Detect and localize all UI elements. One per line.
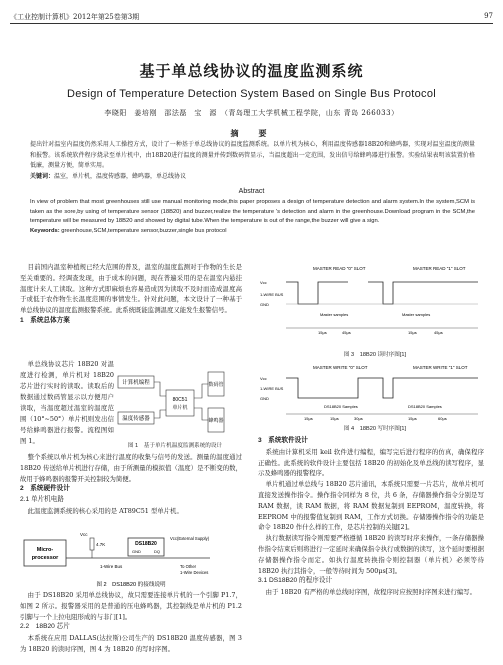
page-number: 97 [484,12,493,20]
keywords-cn-text: 温室，单片机，温度传感器，蜂鸣器，单总线协议 [54,172,187,180]
fig4-vcc: Vcc [260,376,267,381]
fig4-slot1-label: MASTER WRITE "1" SLOT [413,365,468,370]
abstract-en [30,198,475,236]
fig4-t30: 30μs [354,416,363,421]
fig3-t15: 15μs [318,330,327,335]
fig2-chip-label: DS18B20 [135,541,157,547]
fig2-bus-label: 1-Wire Bus [100,564,123,569]
keywords-cn-label: 关键词： [30,172,55,180]
fig2-ext-supply: Vcc(External Supply) [170,536,210,541]
sec22-paragraph: 本系统在应用 DALLAS(达拉斯)公司生产的 DS18B20 温度传感器，图 3 为 18B20 的读时序图，图 4 为 18B20 的写时序图。 [20,634,242,653]
fig3-slot0-label: MASTER READ "0" SLOT [313,266,366,271]
sec1-text [20,359,114,447]
figure-1-flowchart [116,368,242,440]
fig4-t15: 15μs [304,416,313,421]
fig2-vcc: Vcc [80,532,88,537]
fig4-ds-samples: DS18B20 Samples [324,404,358,409]
keywords-en [30,228,227,234]
fig3-master-samples: Master samples [320,312,349,317]
abstract-en-heading: Abstract [238,188,265,195]
abstract-heading: 摘 要 [230,128,273,138]
fig4-bus: 1-WIRE BUS [260,386,284,391]
keywords-en-label: Keywords: [30,227,60,234]
section-21-heading: 2.1 单片机电路 [20,496,64,504]
left-col-top [20,262,242,327]
fig2-dq-label: DQ [154,549,160,554]
figure-3-read-timing [258,262,486,348]
sec3-paragraph-1: 系统由计算机采用 keil 软件进行编程，编写完后进行程序的仿真，确保程序正确性。此系统的软件设计主要包括 18B20 的初始化及单总线的读写程序，显示及蜂鸣器的报警程序。 [258,447,484,478]
fig4-slot0-label: MASTER WRITE "0" SLOT [313,365,368,370]
fig3-slot1-label: MASTER READ "1" SLOT [413,266,466,271]
paper-title: 基于单总线协议的温度监测系统 [139,62,364,80]
authors: 李晓阳 姜培刚 邵法磊 宝 源 （青岛理工大学机械工程学院，山东 青岛 266033） [104,109,399,117]
figure-2-caption: 图 2 DS18B20 的接线说明 [96,582,166,588]
fig3-waveform [286,282,478,304]
fig4-waveform [286,378,478,398]
fig4-t60: 60μs [438,416,447,421]
sec3-paragraph-3: 执行数据读写指令则需要严格遵循 18B20 的读写时序来操作，一条存储器操作指令结束后则将进行一定延时来确保指令执行或数据的读写，这个延时要根据存储器操作指令而定。如执行温度转换指令则控制器（单片机）必须等待 18B20 执行其指令，一般等待时间为 500μs[3]。 [258,534,484,575]
fig3-vcc: Vcc [260,280,267,285]
fig3-t45: 45μs [342,330,351,335]
fig1-label-display: 数码管 [208,382,224,388]
fig4-gnd: GND [260,396,269,401]
paper-title-en: Design of Temperature Detection System Based on Single Bus Protocol [66,88,437,100]
section-22-heading: 2.2 18B20 芯片 [20,623,70,631]
fig1-label-mcu-b: 单片机 [172,405,188,411]
fig3-master-samples-2: Master samples [402,312,431,317]
figure-2-wiring [20,528,242,590]
fig2-microprocessor-label: Micro- [36,547,54,553]
abstract-cn [30,140,475,182]
section-1-heading: 1 系统总体方案 [20,316,70,324]
fig2-microprocessor-label-2: processor [31,555,59,561]
fig3-t15-b: 15μs [408,330,417,335]
fig1-box-mcu [166,390,194,416]
fig3-bus: 1-WIRE BUS [260,292,284,297]
section-31-heading: 3.1 DS18B20 的程序设计 [258,577,333,585]
figure-3-caption: 图 3 18B20 读时序图[1] [343,352,407,358]
fig2-resistor-label: 4.7K [96,542,106,547]
left-col-mid [20,452,242,517]
left-col-bottom [20,590,242,655]
abstract-cn-text: 提出针对温室内温度仍然采用人工操控方式，设计了一种基于单总线协议的温度监测系统。以单片机为核心，利用温度传感器18B20和蜂鸣器，实现对温室温度的测量和报警。该系统软件程序烧录至单片机中，由18B20进行温度的测量并传到数码管显示，当温度超出一定范围，发出信号给蜂鸣器进行报警。实验结果表明该装置价格低廉，测量方便，简单实用。 [30,141,475,169]
sec21-paragraph-2: 由于 DS18B20 采用单总线协议，故只需要连接单片机的一个引脚 P1.7，如图 2 所示。报警器采用的是普通的压电蜂鸣器，其控制线是单片机的 P1.2 引脚与一个上拉电阻形成的与非门[1]。 [20,591,242,621]
fig2-gnd-label: GND [132,549,141,554]
sec3-paragraph-2: 单片机通过单总线与 18B20 芯片通讯，本系统只需要一片芯片，故单片机可直接发送操作指令。操作指令同样为 8 位，共 6 条，存储器操作指令分别是写 RAM 数据，读 RAM 数据，将 RAM 数据复制到 EEPROM，温度转换，将 EEPROM 中的报警值复制到 RAM，工作方式切换。存储器操作指令的功能是命令 18B20 作什么样的工作，是芯片控制的关键[2]。 [258,480,484,532]
figure-4-write-timing [258,362,486,422]
section-2-heading: 2 系统硬件设计 [20,485,70,493]
fig2-other-devices-1: To Other [180,564,197,569]
fig2-microprocessor-box [24,540,66,566]
figure-1-caption: 图 1 基于单片机温度监测系统的设计 [127,443,223,449]
running-header [10,10,493,24]
fig1-label-mcu-a: 80C51 [172,397,188,403]
keywords-en-text: greenhouse,SCM,temperature sensor,buzzer,single bus protocol [61,227,227,234]
sec21-paragraph: 此温度监测系统的核心采用的是 AT89C51 型单片机。 [27,506,183,515]
figure-4-caption: 图 4 18B20 写时序图[1] [343,426,407,432]
sec1-paragraph: 单总线协议芯片 18B20 对温度进行检测，单片机对 18B20 芯片进行实时的读取。读取后的数据通过数码管显示以方便用户读取，当温度超过温室的温度范围（10°~50°）单片机则发出信号给蜂鸣器进行报警。流程图如图 1。 [20,360,114,445]
journal-name: 《工业控制计算机》2012年第25卷第3期 [10,13,140,21]
fig4-t15b: 15μs [330,416,339,421]
sec31-paragraph: 由于 18B20 有严格的单总线时序图，故程序时应按照时序图来进行编写。 [265,588,477,597]
sec1-paragraph-2: 整个系统以单片机为核心来进行温度的收集与信号的发送。测量的温度通过 18B20 传送给单片机进行存储，由于所测量的模拟值（温度）是不断变的数，故用于蜂鸣器的报警开关控制较为简便。 [20,453,242,483]
abstract-en-text: In view of problem that most greenhouses still use manual monitoring mode,this paper proposes a design of temperature detection and alarm system.In the system,SCM is taken as the sore,by using of temperature sensor (18B20) and buzzer,realize the temperature 's detection and alarm in the greenhouse.Download program in the SCM,the temperature will be measured by 18B20 and showed by digital tube.When the temperature is out of the range,the buzzer will give a sign. [30,199,475,225]
fig4-ds-samples-2: DS18B20 Samples [408,404,442,409]
fig3-gnd: GND [260,302,269,307]
right-col-text [258,436,484,598]
intro-paragraph: 目前国内温室种植规已经大范围的普及，温室的温度监测对于作物的生长是至关重要的。经调查发现，由于成本的问题，现在普遍采用的是在温室内悬挂温度计来人工读取。这种方式即麻烦也容易造成因为读取不及时而造成温度高于或低于农作物生长温度范围的事情发生。针对此问题，本文设计了一种基于单总线协议的温度监测报警系统。此系统既能监测温度又能发生报警信号。 [20,263,242,315]
fig4-t15c: 15μs [408,416,417,421]
fig1-label-sensor: 温度传感器 [122,416,150,422]
fig1-label-programming: 计算机编程 [122,380,150,386]
fig2-other-devices-2: 1-Wire Devices [180,570,209,575]
fig1-label-buzzer: 蜂鸣器 [208,418,224,424]
keywords-cn [30,173,186,180]
fig3-t45-b: 45μs [434,330,443,335]
section-3-heading: 3 系统软件设计 [258,437,308,444]
fig2-resistor [90,538,94,550]
